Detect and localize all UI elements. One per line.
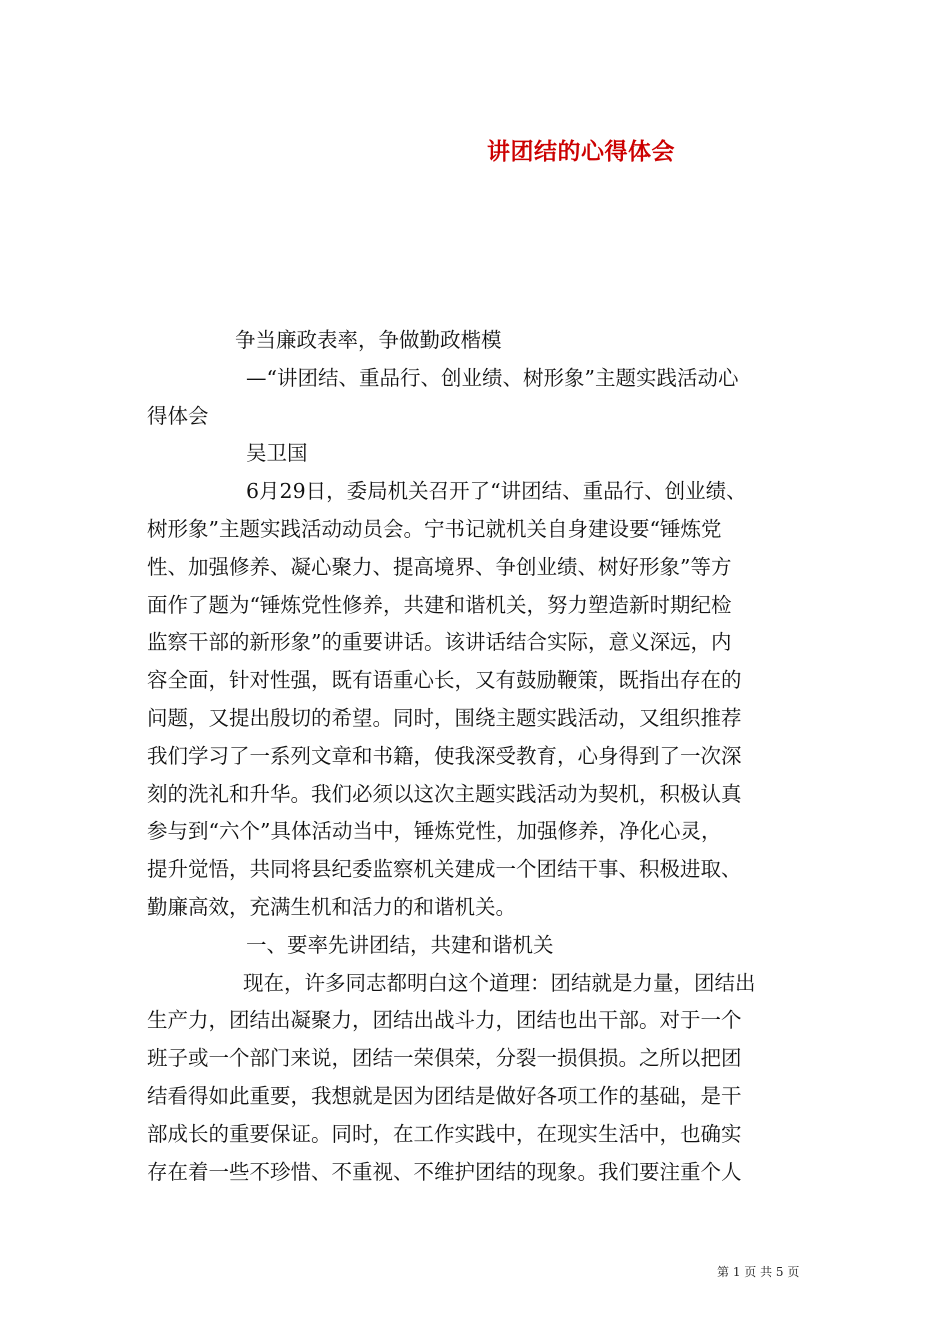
paragraph-line: 结看得如此重要，我想就是因为团结是做好各项工作的基础，是干 bbox=[147, 1083, 742, 1108]
paragraph-line: 存在着一些不珍惜、不重视、不维护团结的现象。我们要注重个人 bbox=[147, 1159, 742, 1184]
subtitle-line: —“讲团结、重品行、创业绩、树形象”主题实践活动心 bbox=[246, 365, 739, 390]
subtitle-line: 得体会 bbox=[147, 403, 209, 428]
paragraph-line: 我们学习了一系列文章和书籍，使我深受教育，心身得到了一次深 bbox=[147, 743, 742, 768]
section-heading: 一、要率先讲团结，共建和谐机关 bbox=[246, 932, 554, 957]
paragraph-line: 树形象”主题实践活动动员会。宁书记就机关自身建设要“锤炼党 bbox=[147, 516, 722, 541]
paragraph-line: 提升觉悟，共同将县纪委监察机关建成一个团结干事、积极进取、 bbox=[147, 857, 742, 882]
subtitle-line: 争当廉政表率，争做勤政楷模 bbox=[235, 328, 502, 352]
paragraph-line: 监察干部的新形象”的重要讲话。该讲话结合实际，意义深远，内 bbox=[147, 630, 732, 655]
page-number: 第 1 页 共 5 页 bbox=[717, 1265, 800, 1279]
paragraph-line: 面作了题为“锤炼党性修养，共建和谐机关，努力塑造新时期纪检 bbox=[147, 592, 732, 617]
paragraph-line: 6月29日，委局机关召开了“讲团结、重品行、创业绩、 bbox=[246, 479, 747, 504]
paragraph-line: 生产力，团结出凝聚力，团结出战斗力，团结也出干部。对于一个 bbox=[147, 1008, 742, 1033]
paragraph-line: 部成长的重要保证。同时，在工作实践中，在现实生活中，也确实 bbox=[147, 1121, 742, 1146]
paragraph-line: 现在，许多同志都明白这个道理：团结就是力量，团结出 bbox=[243, 970, 756, 995]
document-body bbox=[147, 322, 807, 1191]
paragraph-line: 参与到“六个”具体活动当中，锤炼党性，加强修养，净化心灵， bbox=[147, 819, 722, 844]
document-title: 讲团结的心得体会 bbox=[487, 138, 675, 165]
author-line: 吴卫国 bbox=[246, 441, 308, 466]
paragraph-line: 刻的洗礼和升华。我们必须以这次主题实践活动为契机，积极认真 bbox=[147, 781, 742, 806]
paragraph-line: 性、加强修养、凝心聚力、提高境界、争创业绩、树好形象”等方 bbox=[147, 554, 732, 579]
paragraph-line: 班子或一个部门来说，团结一荣俱荣，分裂一损俱损。之所以把团 bbox=[147, 1046, 742, 1071]
paragraph-line: 问题，又提出殷切的希望。同时，围绕主题实践活动，又组织推荐 bbox=[147, 705, 742, 730]
paragraph-line: 勤廉高效，充满生机和活力的和谐机关。 bbox=[147, 894, 516, 919]
paragraph-line: 容全面，针对性强，既有语重心长，又有鼓励鞭策，既指出存在的 bbox=[147, 668, 742, 693]
